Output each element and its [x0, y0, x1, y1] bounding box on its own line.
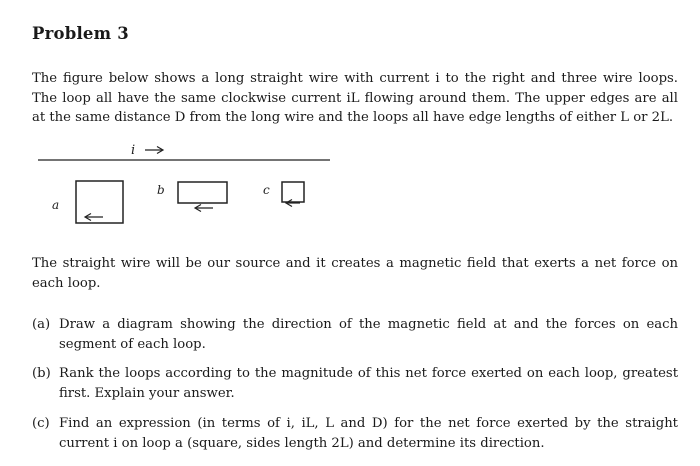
loop-a-label: a	[52, 198, 60, 212]
loop-c-current-arrow-icon	[286, 200, 300, 207]
part-c	[32, 414, 678, 453]
part-b	[32, 364, 678, 403]
wire-current-label: i	[131, 143, 136, 158]
part-c-label: (c)	[32, 416, 50, 431]
part-a	[32, 315, 678, 354]
part-a-label: (a)	[32, 317, 51, 332]
part-a-text: Draw a diagram showing the direction of the magnetic field at and the forces on each segment of each loop.	[59, 317, 678, 352]
loop-a-current-arrow-icon	[85, 214, 103, 221]
part-b-text: Rank the loops according to the magnitude of this net force exerted on each loop, greatest first. Explain your answer.	[59, 366, 678, 401]
part-b-label: (b)	[32, 366, 51, 381]
problem-heading: Problem 3	[32, 24, 129, 43]
loop-b-label: b	[157, 183, 165, 197]
loop-c-label: c	[263, 183, 270, 197]
wire-current-arrow-icon	[145, 147, 163, 154]
intro-paragraph: The figure below shows a long straight wire with current i to the right and three wire loops. The loop all have the same clockwise current iL flowing around them. The upper edges are all at the same distance D from the long wire and the loops all have edge lengths of either L or 2L.	[32, 71, 678, 125]
loop-a	[76, 181, 123, 223]
loop-b-current-arrow-icon	[195, 205, 213, 212]
loop-c	[282, 182, 304, 202]
source-paragraph: The straight wire will be our source and it creates a magnetic field that exerts a net force on each loop.	[32, 256, 678, 291]
part-c-text: Find an expression (in terms of i, iL, L and D) for the net force exerted by the straight current i on loop a (square, sides length 2L) and determine its direction.	[59, 416, 678, 451]
loop-b	[178, 182, 227, 203]
